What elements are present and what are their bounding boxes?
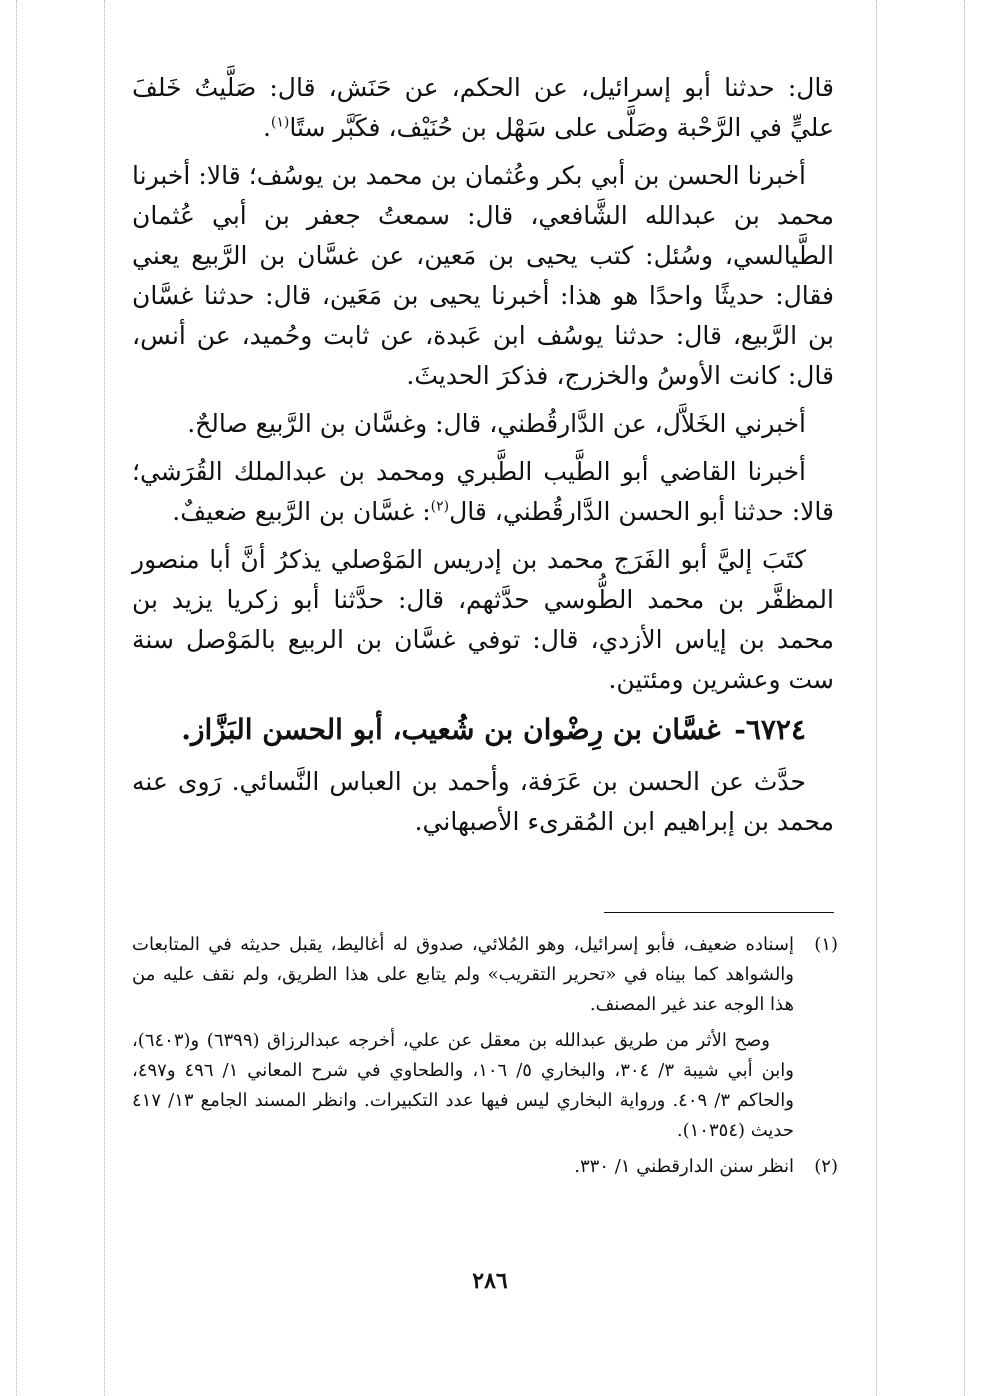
footnote-text: وصح الأثر من طريق عبدالله بن معقل عن علي، أخرجه عبدالرزاق (٦٣٩٩) و(٦٤٠٣)، وابن أبي شيبة ٣/ ٣٠٤، والبخاري ٥/ ١٠٦، والطحاوي في شرح المعاني ١/ ٤٩٦ و٤٩٧، والحاكم ٣/ ٤٠٩. ورواية البخاري ليس فيها عدد التكبيرات. وانظر المسند الجامع ١٣/ ٤١٧ حديث (١٠٣٥٤). — [132, 1030, 794, 1141]
entry-number: ٦٧٢٤- — [734, 713, 806, 746]
footnote-2 — [132, 1152, 838, 1182]
scan-margin-line — [964, 0, 965, 1396]
entry-title: غسَّان بن رِضْوان بن شُعيب، أبو الحسن البَزَّاز. — [181, 713, 721, 746]
footnote-1-continuation — [132, 1026, 838, 1146]
footnote-label: (١) — [814, 934, 838, 955]
page-body — [132, 68, 834, 850]
footnote-label: (٢) — [814, 1156, 838, 1177]
body-paragraph-4 — [132, 452, 834, 532]
body-paragraph-1 — [132, 68, 834, 148]
page-number: ٢٨٦ — [472, 1268, 508, 1294]
body-paragraph-5 — [132, 540, 834, 700]
footnote-ref-2[interactable]: (٢) — [430, 498, 450, 515]
footnote-1 — [132, 930, 838, 1020]
paragraph-text: أخبرني الخَلاَّل، عن الدَّارقُطني، قال: وغسَّان بن الرَّبيع صالحٌ. — [187, 409, 806, 438]
paragraph-text: كتَبَ إليَّ أبو الفَرَج محمد بن إدريس المَوْصلي يذكرُ أنَّ أبا منصور المظفَّر بن محمد الطُّوسي حدَّثهم، قال: حدَّثنا أبو زكريا يزيد بن محمد بن إياس الأزدي، قال: توفي غسَّان بن الربيع بالمَوْصل سنة ست وعشرين ومئتين. — [132, 545, 834, 694]
footnotes-section — [132, 930, 838, 1188]
paragraph-text: قال: حدثنا أبو إسرائيل، عن الحكم، عن حَنَش، قال: صَلَّيتُ خَلفَ عليٍّ في الرَّحْبة وصَلَّى على سَهْل بن حُنَيْف، فكَبَّر ستًا — [132, 73, 834, 142]
paragraph-text: أخبرنا الحسن بن أبي بكر وعُثمان بن محمد بن يوسُف؛ قالا: أخبرنا محمد بن عبدالله الشَّافعي، قال: سمعتُ جعفر بن أبي عُثمان الطَّيالسي، وسُئل: كتب يحيى بن مَعين، عن غسَّان بن الرَّبيع يعني فقال: حديثًا واحدًا هو هذا: أخبرنا يحيى بن مَعَين، قال: حدثنا غسَّان بن الرَّبيع، قال: حدثنا يوسُف ابن عَبدة، عن ثابت وحُميد، عن أنس، قال: كانت الأوسُ والخزرج، فذكرَ الحديثَ. — [132, 161, 834, 390]
paragraph-text: أخبرنا القاضي أبو الطَّيب الطَّبري ومحمد بن عبدالملك القُرَشي؛ قالا: حدثنا أبو الحسن الدَّارقُطني، قال — [132, 457, 834, 526]
scan-margin-line — [876, 0, 877, 1396]
paragraph-text: حدَّث عن الحسن بن عَرَفة، وأحمد بن العباس النَّسائي. رَوى عنه محمد بن إبراهيم ابن المُقرىء الأصبهاني. — [132, 767, 834, 836]
footnote-ref-1[interactable]: (١) — [270, 114, 290, 131]
footnote-text: انظر سنن الدارقطني ١/ ٣٣٠. — [574, 1156, 794, 1177]
entry-paragraph — [132, 762, 834, 842]
entry-heading — [132, 708, 834, 752]
paragraph-tail: . — [262, 113, 271, 142]
paragraph-tail: : غسَّان بن الرَّبيع ضعيفٌ. — [172, 497, 431, 526]
footnote-divider — [604, 912, 834, 913]
scan-margin-line — [104, 0, 105, 1396]
body-paragraph-2 — [132, 156, 834, 396]
footnote-text: إسناده ضعيف، فأبو إسرائيل، وهو المُلائي، صدوق له أغاليط، يقبل حديثه في المتابعات والشواهد كما بيناه في «تحرير التقريب» ولم يتابع على هذا الطريق، ولم نقف عليه من هذا الوجه عند غير المصنف. — [132, 934, 794, 1015]
scan-margin-line — [16, 0, 17, 1396]
body-paragraph-3 — [132, 404, 834, 444]
